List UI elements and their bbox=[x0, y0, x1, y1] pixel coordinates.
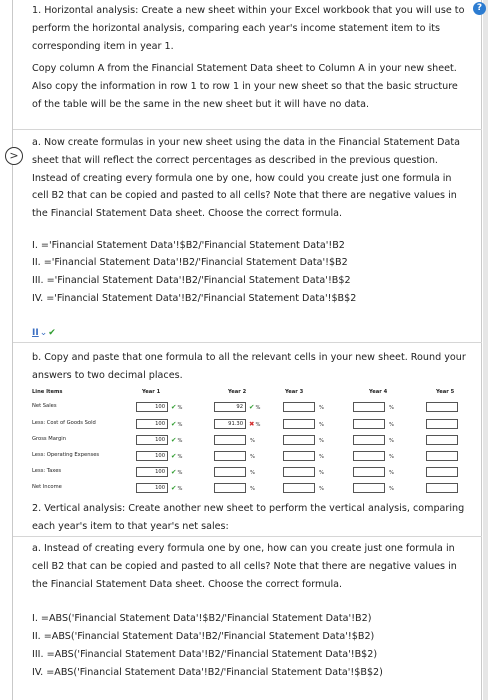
q1-option-4: IV. ='Financial Statement Data'!B2/'Financial Statement Data'!$B$2 bbox=[32, 293, 357, 304]
year-2-status bbox=[249, 483, 255, 494]
row-label: Less: Operating Expenses bbox=[32, 452, 100, 458]
horizontal-analysis-table bbox=[32, 389, 462, 497]
year-5-input[interactable] bbox=[426, 419, 458, 429]
year-4-input[interactable] bbox=[353, 467, 385, 477]
percent-sign: % bbox=[250, 438, 255, 444]
year-2-status bbox=[249, 467, 255, 478]
percent-sign: % bbox=[389, 486, 394, 492]
percent-sign: % bbox=[319, 470, 324, 476]
q2-intro: 2. Vertical analysis: Create another new sheet to perform the vertical analysis, comparing each year's item to that year's net sales: bbox=[32, 503, 465, 532]
percent-sign: % bbox=[319, 454, 324, 460]
cross-icon: ✖ bbox=[249, 420, 255, 428]
year-5-input[interactable] bbox=[426, 435, 458, 445]
q2-option-4: IV. =ABS('Financial Statement Data'!B2/'Financial Statement Data'!$B$2) bbox=[32, 667, 383, 678]
year-1-input[interactable]: 100 bbox=[136, 467, 168, 477]
divider bbox=[13, 536, 482, 537]
year-1-input[interactable]: 100 bbox=[136, 483, 168, 493]
header-line-items: Line Items bbox=[32, 389, 63, 395]
divider bbox=[13, 342, 482, 343]
year-4-input[interactable] bbox=[353, 483, 385, 493]
scrollbar[interactable] bbox=[483, 0, 488, 700]
year-4-input[interactable] bbox=[353, 419, 385, 429]
year-2-status bbox=[249, 402, 260, 413]
check-icon: ✔ bbox=[171, 452, 177, 460]
check-icon: ✔ bbox=[249, 403, 255, 411]
year-4-input[interactable] bbox=[353, 435, 385, 445]
year-5-input[interactable] bbox=[426, 451, 458, 461]
year-1-input[interactable]: 100 bbox=[136, 419, 168, 429]
q2-option-2: II. =ABS('Financial Statement Data'!B2/'Financial Statement Data'!$B2) bbox=[32, 631, 375, 642]
year-1-status bbox=[171, 451, 182, 462]
percent-sign: % bbox=[255, 405, 261, 411]
year-2-input[interactable] bbox=[214, 467, 246, 477]
row-label: Gross Margin bbox=[32, 436, 66, 442]
chevron-right-icon[interactable]: > bbox=[5, 147, 23, 165]
header-year-4: Year 4 bbox=[369, 389, 388, 395]
percent-sign: % bbox=[177, 438, 183, 444]
check-icon: ✔ bbox=[171, 403, 177, 411]
year-1-input[interactable]: 100 bbox=[136, 451, 168, 461]
year-5-input[interactable] bbox=[426, 483, 458, 493]
q1-intro: 1. Horizontal analysis: Create a new sheet within your Excel workbook that you will use to perform the horizontal analysis, comparing each year's income statement item to its corresponding item in year 1. bbox=[32, 5, 465, 52]
percent-sign: % bbox=[250, 470, 255, 476]
year-4-input[interactable] bbox=[353, 451, 385, 461]
check-icon: ✔ bbox=[171, 468, 177, 476]
divider bbox=[13, 129, 482, 130]
q1-option-3: III. ='Financial Statement Data'!B2/'Financial Statement Data'!B$2 bbox=[32, 275, 351, 286]
row-label: Net Income bbox=[32, 484, 62, 490]
year-3-input[interactable] bbox=[283, 402, 315, 412]
year-1-input[interactable]: 100 bbox=[136, 435, 168, 445]
percent-sign: % bbox=[389, 422, 394, 428]
percent-sign: % bbox=[177, 486, 183, 492]
check-icon: ✔ bbox=[48, 328, 56, 338]
percent-sign: % bbox=[389, 470, 394, 476]
help-icon[interactable]: ? bbox=[473, 2, 486, 15]
q1-part-a: a. Now create formulas in your new sheet using the data in the Financial Statement Data sheet that will reflect the correct percentages as described in the previous question. Instead of creating every formula one by one, how could you create just one formula in cell B2 that can be copied and pasted to all cells? Note that there are negative values in the Financial Statement Data sheet. Choose the correct formula. bbox=[32, 137, 460, 220]
percent-sign: % bbox=[389, 405, 394, 411]
percent-sign: % bbox=[319, 438, 324, 444]
chevron-down-icon: ⌄ bbox=[39, 328, 48, 338]
year-5-input[interactable] bbox=[426, 402, 458, 412]
year-5-input[interactable] bbox=[426, 467, 458, 477]
year-4-input[interactable] bbox=[353, 402, 385, 412]
percent-sign: % bbox=[255, 422, 261, 428]
row-label: Less: Taxes bbox=[32, 468, 62, 474]
year-3-input[interactable] bbox=[283, 435, 315, 445]
header-year-2: Year 2 bbox=[228, 389, 247, 395]
q1-copy-instructions: Copy column A from the Financial Statement Data sheet to Column A in your new sheet. Also copy the information in row 1 to row 1 in your new sheet so that the basic structure of the table will be the same in the new sheet but it will have no data. bbox=[32, 63, 458, 110]
percent-sign: % bbox=[250, 454, 255, 460]
year-2-input[interactable] bbox=[214, 451, 246, 461]
q1-option-2: II. ='Financial Statement Data'!B2/'Financial Statement Data'!$B2 bbox=[32, 257, 348, 268]
row-label: Net Sales bbox=[32, 403, 57, 409]
year-2-input[interactable] bbox=[214, 435, 246, 445]
year-3-input[interactable] bbox=[283, 451, 315, 461]
q2-option-3: III. =ABS('Financial Statement Data'!B2/'Financial Statement Data'!B$2) bbox=[32, 649, 378, 660]
check-icon: ✔ bbox=[171, 420, 177, 428]
year-1-status bbox=[171, 402, 182, 413]
year-3-input[interactable] bbox=[283, 483, 315, 493]
year-1-status bbox=[171, 435, 182, 446]
year-2-input[interactable]: 92 bbox=[214, 402, 246, 412]
percent-sign: % bbox=[319, 486, 324, 492]
percent-sign: % bbox=[319, 422, 324, 428]
check-icon: ✔ bbox=[171, 436, 177, 444]
percent-sign: % bbox=[389, 454, 394, 460]
q1-answer-select[interactable] bbox=[32, 328, 56, 338]
year-1-status bbox=[171, 467, 182, 478]
q2-part-a: a. Instead of creating every formula one by one, how can you create just one formula in cell B2 that can be copied and pasted to all cells? Note that there are negative values in the Financial Statement Data sheet. Choose the correct formula. bbox=[32, 543, 457, 590]
check-icon: ✔ bbox=[171, 484, 177, 492]
percent-sign: % bbox=[177, 405, 183, 411]
q1-option-1: I. ='Financial Statement Data'!$B2/'Financial Statement Data'!B2 bbox=[32, 240, 345, 251]
answer-value: II bbox=[32, 328, 39, 338]
percent-sign: % bbox=[319, 405, 324, 411]
year-3-input[interactable] bbox=[283, 419, 315, 429]
year-1-status bbox=[171, 419, 182, 430]
year-1-status bbox=[171, 483, 182, 494]
header-year-3: Year 3 bbox=[285, 389, 304, 395]
percent-sign: % bbox=[177, 454, 183, 460]
year-2-input[interactable] bbox=[214, 483, 246, 493]
year-3-input[interactable] bbox=[283, 467, 315, 477]
percent-sign: % bbox=[177, 422, 183, 428]
percent-sign: % bbox=[250, 486, 255, 492]
year-1-input[interactable]: 100 bbox=[136, 402, 168, 412]
row-label: Less: Cost of Goods Sold bbox=[32, 420, 96, 426]
q2-option-1: I. =ABS('Financial Statement Data'!$B2/'Financial Statement Data'!B2) bbox=[32, 613, 372, 624]
year-2-status bbox=[249, 451, 255, 462]
q1-part-b: b. Copy and paste that one formula to all the relevant cells in your new sheet. Round your answers to two decimal places. bbox=[32, 352, 466, 381]
year-2-input[interactable]: 91.30 bbox=[214, 419, 246, 429]
year-2-status bbox=[249, 435, 255, 446]
percent-sign: % bbox=[389, 438, 394, 444]
year-2-status bbox=[249, 419, 260, 430]
header-year-1: Year 1 bbox=[142, 389, 161, 395]
percent-sign: % bbox=[177, 470, 183, 476]
header-year-5: Year 5 bbox=[436, 389, 455, 395]
